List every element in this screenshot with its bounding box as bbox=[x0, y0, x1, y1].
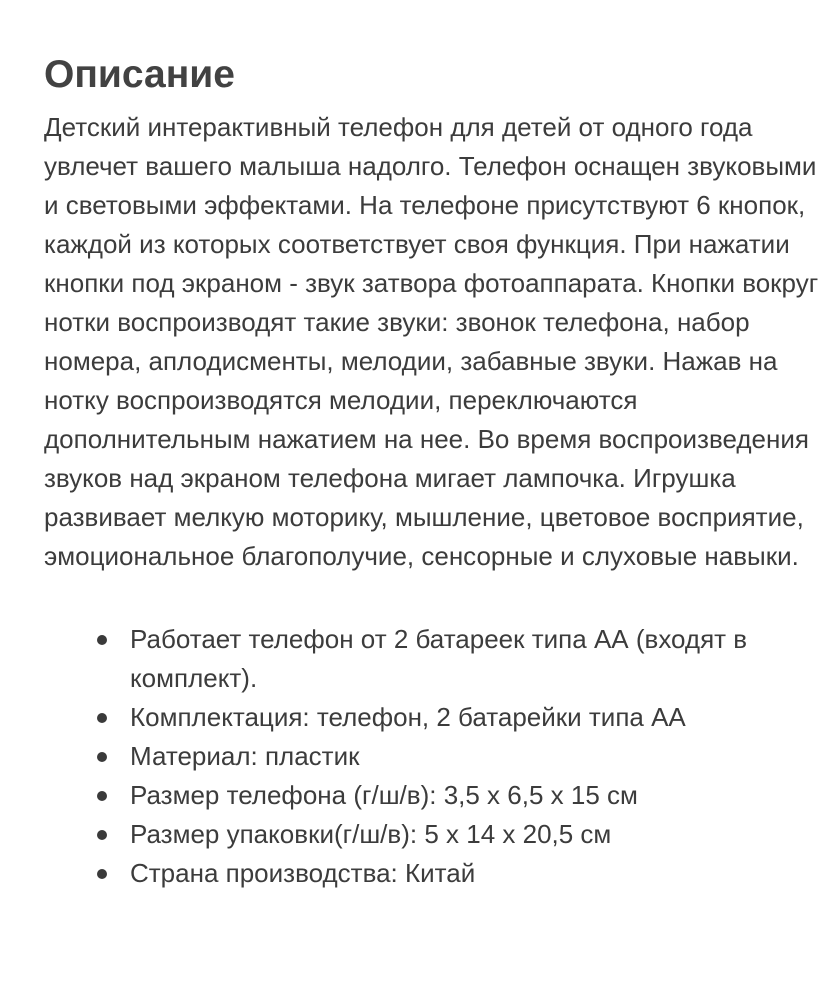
bullet-icon bbox=[97, 713, 107, 723]
spec-text: Размер телефона (г/ш/в): 3,5 х 6,5 х 15 см bbox=[130, 780, 638, 810]
list-item bbox=[130, 815, 824, 854]
bullet-icon bbox=[97, 869, 107, 879]
description-text: Детский интерактивный телефон для детей от одного года увлечет вашего малыша надолго. Телефон оснащен звуковыми и световыми эффектами. На телефоне присутствуют 6 кнопок, каждой из которых соответствует своя функция. При нажатии кнопки под экраном - звук затвора фотоаппарата. Кнопки вокруг нотки воспроизводят такие звуки: звонок телефона, набор номера, аплодисменты, мелодии, забавные звуки. Нажав на нотку воспроизводятся мелодии, переключаются дополнительным нажатием на нее. Во время воспроизведения звуков над экраном телефона мигает лампочка. Игрушка развивает мелкую моторику, мышление, цветовое восприятие, эмоциональное благополучие, сенсорные и слуховые навыки. bbox=[44, 112, 819, 571]
spec-text: Работает телефон от 2 батареек типа АА (входят в комплект). bbox=[130, 624, 748, 693]
bullet-icon bbox=[97, 752, 107, 762]
specs-list bbox=[44, 620, 824, 893]
list-item bbox=[130, 620, 824, 698]
list-item bbox=[130, 854, 824, 893]
bullet-icon bbox=[97, 635, 107, 645]
list-item bbox=[130, 698, 824, 737]
bullet-icon bbox=[97, 830, 107, 840]
spec-text: Материал: пластик bbox=[130, 741, 360, 771]
list-item bbox=[130, 776, 824, 815]
spec-text: Страна производства: Китай bbox=[130, 858, 476, 888]
spec-text: Комплектация: телефон, 2 батарейки типа АА bbox=[130, 702, 686, 732]
description-section bbox=[44, 50, 824, 893]
bullet-icon bbox=[97, 791, 107, 801]
spec-text: Размер упаковки(г/ш/в): 5 х 14 х 20,5 см bbox=[130, 819, 612, 849]
list-item bbox=[130, 737, 824, 776]
section-title: Описание bbox=[44, 53, 235, 96]
